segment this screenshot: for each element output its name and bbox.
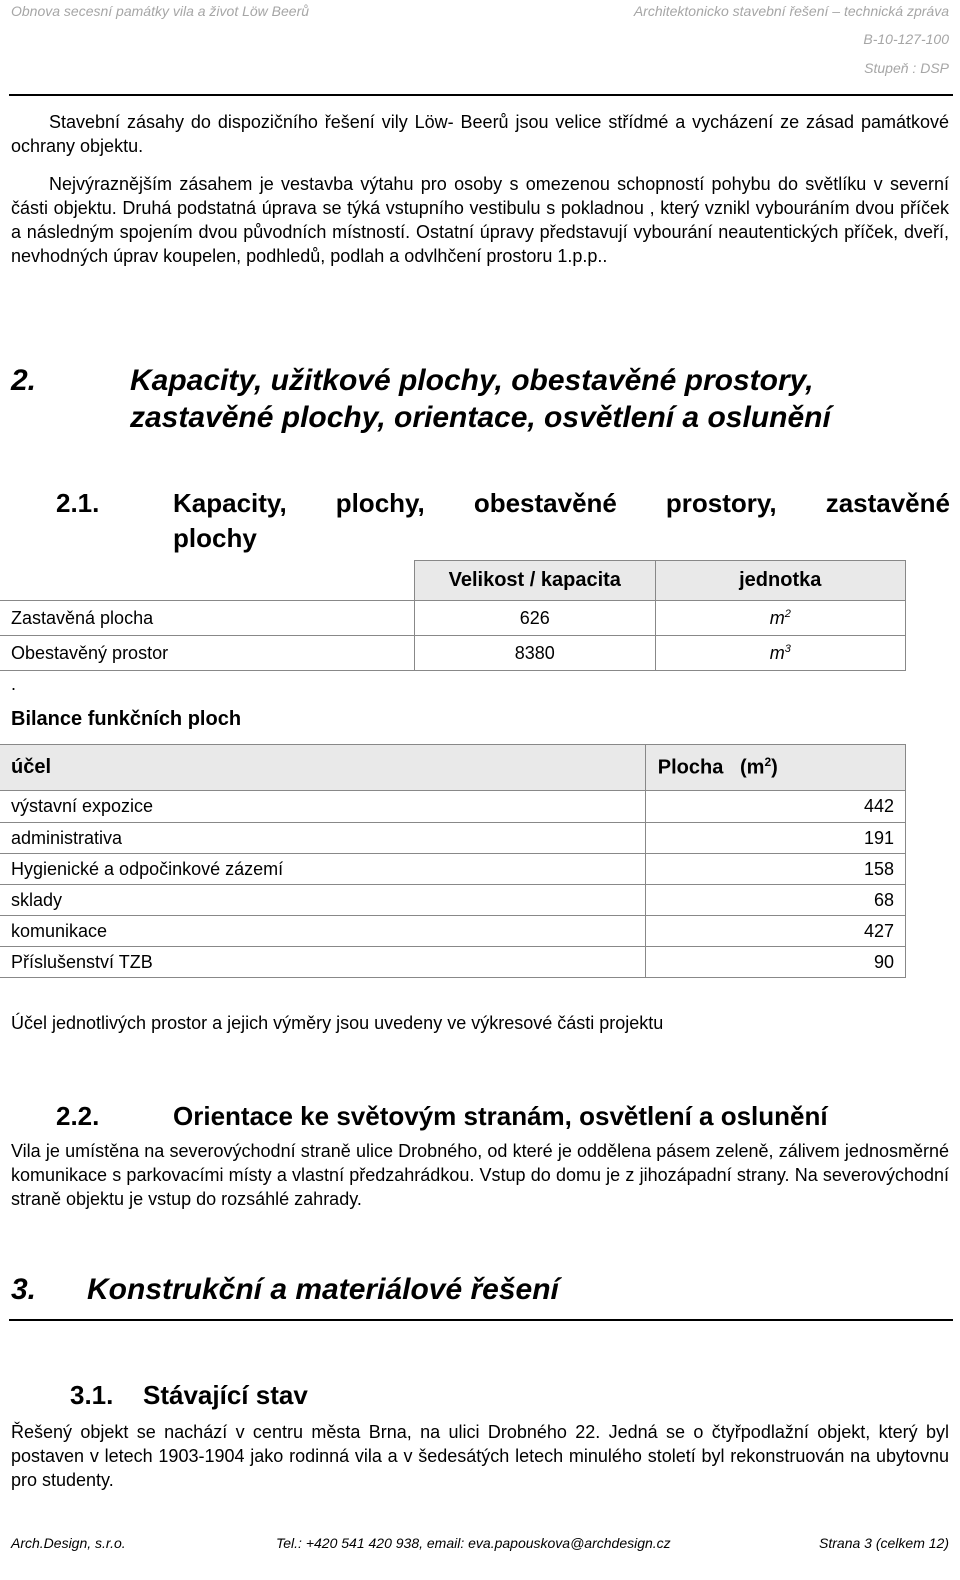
section-3-1-number: 3.1. <box>70 1380 114 1410</box>
header-code: B-10-127-100 <box>863 31 949 47</box>
balance-note: Účel jednotlivých prostor a jejich výměry jsou uvedeny ve výkresové části projektu <box>11 1013 664 1033</box>
table-row <box>0 823 906 854</box>
footer-page-number: Strana 3 (celkem 12) <box>819 1535 949 1551</box>
footer-company: Arch.Design, s.r.o. <box>11 1535 126 1551</box>
section-2-number: 2. <box>11 364 37 397</box>
header-stage: Stupeň : DSP <box>864 60 949 76</box>
balance-label: administrativa <box>0 823 645 854</box>
balance-header-area-unit-close: ) <box>771 756 778 779</box>
section-3-1-title: Stávající stav <box>143 1380 308 1410</box>
table-row <box>0 601 906 636</box>
intro-paragraph-1: Stavební zásahy do dispozičního řešení vily Löw- Beerů jsou velice střídmé a vycházení ze zásad památkové ochrany objektu. <box>11 112 949 156</box>
balance-header-purpose: účel <box>0 745 645 791</box>
capacity-unit: m <box>769 642 785 663</box>
balance-value: 191 <box>645 823 905 854</box>
section-2-2-text: Vila je umístěna na severovýchodní straně ulice Drobného, od které je oddělena pásem zeleně, zálivem jednosměrné komunikace s parkovacími místy a vlastní předzahrádkou. Vstup do domu je z jihozápadní strany. Na severovýchodní straně objektu je vstup do rozsáhlé zahrady. <box>11 1141 949 1209</box>
balance-label: Hygienické a odpočinkové zázemí <box>0 854 645 885</box>
header-report-title: Architektonicko stavební řešení – technická zpráva <box>633 3 949 19</box>
balance-header-area-cell <box>645 745 905 791</box>
balance-label: Příslušenství TZB <box>0 947 645 978</box>
balance-header-area-exponent: 2 <box>764 755 772 770</box>
capacity-unit-cell <box>655 601 906 636</box>
balance-value: 90 <box>645 947 905 978</box>
section-2-1-title-line1: Kapacity, plochy, obestavěné prostory, zastavěné <box>173 488 950 518</box>
section-3-title: Konstrukční a materiálové řešení <box>87 1273 559 1306</box>
balance-header-area-unit-open: (m <box>739 756 765 779</box>
capacity-table <box>0 560 906 671</box>
table-row <box>0 636 906 671</box>
capacity-unit-exponent: 3 <box>784 642 791 655</box>
capacity-value: 626 <box>415 601 655 636</box>
section-2-title-line1: Kapacity, užitkové plochy, obestavěné prostory, <box>130 364 814 397</box>
balance-value: 158 <box>645 854 905 885</box>
intro-paragraph-2: Nejvýraznějším zásahem je vestavba výtahu pro osoby s omezenou schopností pohybu do světlíku v severní části objektu. Druhá podstatná úprava se týká vstupního vestibulu s pokladnou , který vznikl vybouráním dvou příček a následným spojením dvou původních místností. Ostatní úpravy představují vybourání neautentických příček, dveří, nevhodných úprav koupelen, podhledů, podlah a odvlhčení prostoru 1.p.p.. <box>11 174 949 266</box>
balance-value: 442 <box>645 791 905 823</box>
section-3-rule <box>9 1319 953 1321</box>
balance-value: 68 <box>645 885 905 916</box>
header-rule <box>9 94 953 96</box>
balance-header-area: Plocha <box>657 756 724 779</box>
balance-label: sklady <box>0 885 645 916</box>
table-row <box>0 854 906 885</box>
section-2-1-number: 2.1. <box>56 488 100 518</box>
capacity-table-empty-cell <box>0 561 415 601</box>
balance-label: komunikace <box>0 916 645 947</box>
capacity-table-header-row <box>0 561 906 601</box>
capacity-label: Zastavěná plocha <box>0 601 415 636</box>
section-3-number: 3. <box>11 1273 37 1306</box>
section-2-2-number: 2.2. <box>56 1101 100 1131</box>
section-3-1-text: Řešený objekt se nachází v centru města Brna, na ulici Drobného 22. Jedná se o čtyřpodlažní objekt, který byl postaven v letech 1903-1904 jako rodinná vila a v šedesátých letech minulého století byl rekonstruován na ubytovnu pro studenty. <box>11 1422 949 1490</box>
footer-contact: Tel.: +420 541 420 938, email: eva.papouskova@archdesign.cz <box>276 1535 671 1551</box>
table-row <box>0 916 906 947</box>
capacity-unit-exponent: 2 <box>784 607 791 620</box>
capacity-unit: m <box>769 607 785 628</box>
capacity-unit-cell <box>655 636 906 671</box>
capacity-header-unit: jednotka <box>655 561 906 601</box>
stray-dot: . <box>11 674 17 694</box>
table-row <box>0 885 906 916</box>
table-row <box>0 791 906 823</box>
intro-text <box>11 110 949 268</box>
balance-title: Bilance funkčních ploch <box>11 708 242 730</box>
balance-table <box>0 744 906 978</box>
balance-table-header-row <box>0 745 906 791</box>
header-project-title: Obnova secesní památky vila a život Löw Beerů <box>11 3 310 19</box>
capacity-header-size: Velikost / kapacita <box>415 561 655 601</box>
section-2-title-line2: zastavěné plochy, orientace, osvětlení a oslunění <box>130 401 831 434</box>
balance-label: výstavní expozice <box>0 791 645 823</box>
balance-value: 427 <box>645 916 905 947</box>
section-2-1-title-line2: plochy <box>173 523 257 553</box>
capacity-value: 8380 <box>415 636 655 671</box>
capacity-label: Obestavěný prostor <box>0 636 415 671</box>
table-row <box>0 947 906 978</box>
section-2-2-title: Orientace ke světovým stranám, osvětlení a oslunění <box>173 1101 828 1131</box>
